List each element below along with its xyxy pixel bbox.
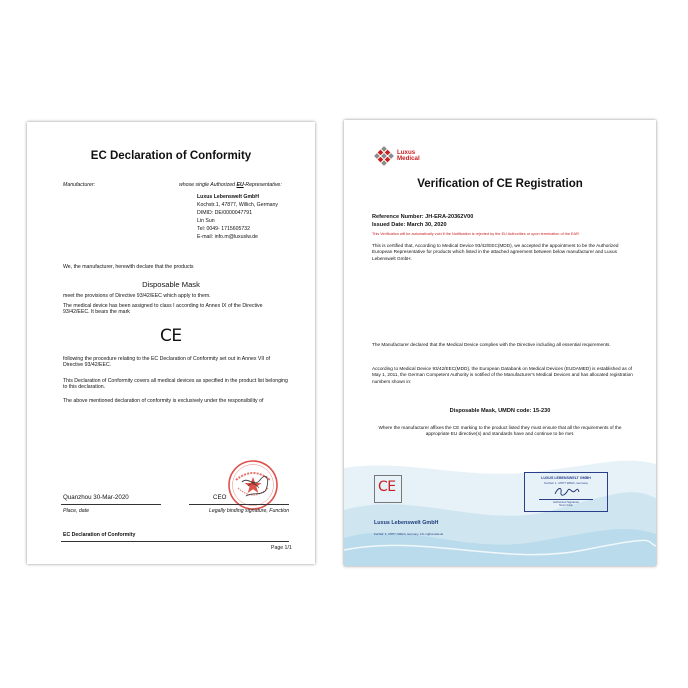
void-notice: This Verification will be automatically void if the Notification is rejected by the EU Authorities or upon termination of the EAR. — [372, 232, 580, 236]
authorized-stamp — [524, 472, 608, 512]
ce-mark: CE — [378, 479, 396, 495]
verification-title: Verification of CE Registration — [417, 178, 583, 190]
class-text: The medical device has been assigned to class I according to Annex IX of the Directive 93/42/EEC. It bears the mark — [63, 303, 263, 316]
stamp-signature-label: Authorized Signature — [552, 500, 580, 504]
stamp-name: Simon Klein — [559, 504, 573, 507]
place-date-label: Place, date — [63, 508, 89, 514]
ec-declaration-document — [27, 122, 315, 564]
ce-mark: CE — [160, 326, 182, 346]
issued-date: Issued Date: March 30, 2020 — [372, 222, 447, 228]
signature-line — [189, 504, 289, 505]
stamp-address: Kochstr. 1, 47877 Willich, Germany — [544, 481, 588, 485]
page-number: Page 1/1 — [271, 545, 292, 551]
logo-wordmark: Luxus Medical — [397, 149, 420, 163]
footer-title: EC Declaration of Conformity — [63, 532, 136, 538]
ceo-label: CEO — [213, 494, 227, 501]
certify-text: This is certified that, According to Medical Device 93/42/EEC(MDD), we accepted the appointment to be the Authorized European Representative for products which listed in the attached agreement between below manufacturer and Luxus Lebenswelt GmbH. — [372, 243, 619, 261]
ce-verification-document — [344, 120, 656, 566]
eudamed-text: According to Medical Device 93/42/EEC(MDD), the European Databank on Medical Devices (EUDAMED) is established as of May 1, 2011, the German Competent Authority is notified of the Manufacturer's Medical Devices and has allocated registration numbers shown in: — [372, 366, 633, 384]
luxus-logo-icon — [374, 146, 394, 166]
representative-label: whose single Authorized EU-Representative: — [179, 182, 282, 188]
rep-email: E-mail: info.m@luxuslw.de — [197, 234, 258, 240]
signature-icon — [553, 485, 581, 498]
stamp-company: LUXUS LEBENSWELT GMBH — [541, 476, 591, 480]
place-date-line — [61, 504, 161, 505]
place-date: Quanzhou 30-Mar-2020 — [63, 494, 129, 501]
signature-label: Legally binding signature, Function — [209, 508, 290, 514]
footer-line — [61, 541, 289, 542]
product-umdn: Disposable Mask, UMDN code: 15-230 — [449, 408, 551, 414]
product-name: Disposable Mask — [142, 280, 200, 289]
reference-number: Reference Number: JH-ERA-20362V00 — [372, 214, 474, 220]
provisions-text: meet the provisions of Directive 93/42/EEC which apply to them. — [63, 293, 211, 299]
rep-contact: Lin Sun — [197, 218, 215, 224]
responsibility-text: The above mentioned declaration of conformity is exclusively under the responsibility of — [63, 398, 264, 404]
wave-decoration-icon — [344, 450, 656, 566]
footer-company: Luxus Lebenswelt GmbH — [374, 520, 439, 526]
affix-text: Where the manufacturer affixes the CE marking to the product listed they must ensure that all the requirements of the appropriate EU directive(s) and standards have and continue to be met. — [378, 425, 622, 437]
rep-address: Kochstr.1, 47877, Willich, Germany — [197, 202, 279, 208]
manufacturer-label: Manufacturer: — [63, 182, 96, 188]
ce-mark-box — [374, 475, 402, 503]
covers-text: This Declaration of Conformity covers all medical devices as specified in the product list belonging to this declaration. — [63, 378, 288, 391]
declared-text: The Manufacturer declared that the Medical Device complies with the Directive including all essential requirements. — [372, 342, 611, 347]
footer-address: Kochstr. 1, 47877, Willich, Germany, info.m@luxuslw.de — [374, 532, 444, 536]
declare-text: We, the manufacturer, herewith declare that the products — [63, 264, 194, 270]
rep-dimid: DIMID: DE/0000047791 — [197, 210, 253, 216]
rep-company: Luxus Lebenswelt GmbH — [197, 194, 259, 200]
declaration-title: EC Declaration of Conformity — [90, 150, 252, 162]
procedure-text: following the procedure relating to the EC Declaration of Conformity set out in Annex VII of Directive 93/42/EEC. — [63, 356, 271, 369]
rep-tel: Tel: 0049- 1715605732 — [197, 226, 251, 232]
